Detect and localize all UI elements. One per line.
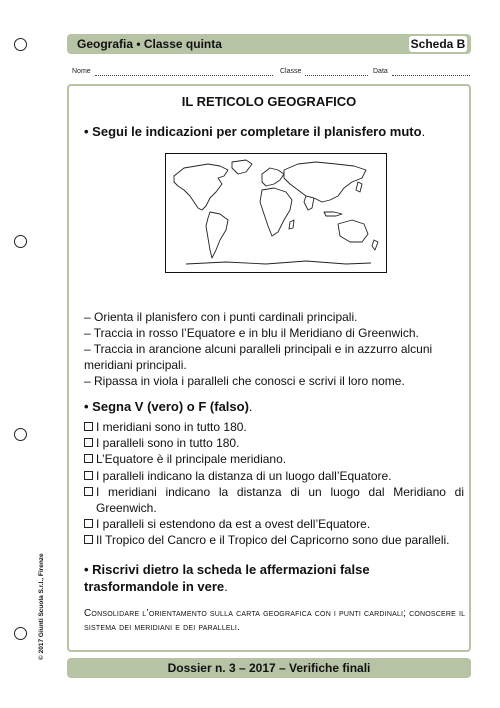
copyright-notice: © 2017 Giunti Scuola S.r.l., Firenze xyxy=(38,553,45,660)
section3-line1: • Riscrivi dietro la scheda le affermazioni false xyxy=(84,562,370,577)
section3-period: . xyxy=(224,579,228,594)
student-info-row xyxy=(67,68,471,80)
binder-hole xyxy=(14,428,27,441)
binder-hole xyxy=(14,627,27,640)
statement-text: I paralleli indicano la distanza di un luogo dall’Equatore. xyxy=(96,468,392,483)
section1-heading-text: • Segui le indicazioni per completare il planisfero muto xyxy=(84,124,422,139)
true-false-item xyxy=(84,532,464,548)
answer-checkbox[interactable] xyxy=(84,422,93,431)
statement-text: Il Tropico del Cancro e il Tropico del Capricorno sono due paralleli. xyxy=(96,533,450,548)
data-field[interactable] xyxy=(392,68,470,76)
section3-line2-wrap xyxy=(84,578,464,595)
instruction-item: – Orienta il planisfero con i punti cardinali principali. xyxy=(84,310,358,324)
data-label: Data xyxy=(373,68,388,75)
answer-checkbox[interactable] xyxy=(84,438,93,447)
true-false-item xyxy=(84,419,464,435)
section1-heading xyxy=(84,124,425,139)
statement-text: I meridiani indicano la distanza di un luogo dal Meridiano di Greenwich. xyxy=(96,484,464,516)
footer-bar: Dossier n. 3 – 2017 – Verifiche finali xyxy=(67,658,471,678)
answer-checkbox[interactable] xyxy=(84,535,93,544)
instruction-item: – Ripassa in viola i paralleli che conosci e scrivi il loro nome. xyxy=(84,374,405,388)
section2-heading-text: • Segna V (vero) o F (falso) xyxy=(84,399,249,414)
answer-checkbox[interactable] xyxy=(84,454,93,463)
true-false-item xyxy=(84,451,464,467)
true-false-item xyxy=(84,484,464,516)
statement-text: I paralleli sono in tutto 180. xyxy=(96,436,240,451)
section1-heading-period: . xyxy=(421,124,426,139)
section3-heading xyxy=(84,561,464,595)
section2-heading-period: . xyxy=(248,399,253,414)
world-map-outline-icon xyxy=(166,154,385,271)
subject-title: Geografia • Classe quinta xyxy=(77,37,222,51)
worksheet-title: IL RETICOLO GEOGRAFICO xyxy=(181,94,357,109)
answer-checkbox[interactable] xyxy=(84,487,93,496)
binder-hole xyxy=(14,235,27,248)
scheda-label: Scheda B xyxy=(410,37,466,51)
instruction-item: – Traccia in arancione alcuni paralleli principali e in azzurro alcuni xyxy=(84,342,433,356)
nome-label: Nome xyxy=(72,68,91,75)
section2-heading xyxy=(84,399,253,414)
instructions-list xyxy=(84,309,464,389)
true-false-item xyxy=(84,468,464,484)
nome-field[interactable] xyxy=(95,68,273,76)
world-map xyxy=(165,153,387,273)
true-false-item xyxy=(84,516,464,532)
instruction-item: – Traccia in rosso l’Equatore e in blu il Meridiano di Greenwich. xyxy=(84,326,419,340)
answer-checkbox[interactable] xyxy=(84,471,93,480)
true-false-item xyxy=(84,435,464,451)
instruction-item: meridiani principali. xyxy=(84,358,187,372)
learning-objective: Consolidare l’orientamento sulla carta geografica con i punti cardinali; conoscere il sistema dei meridiani e dei paralleli. xyxy=(84,608,466,633)
answer-checkbox[interactable] xyxy=(84,519,93,528)
classe-label: Classe xyxy=(280,68,302,75)
classe-field[interactable] xyxy=(305,68,368,76)
binder-hole xyxy=(14,38,27,51)
section3-line2: trasformandole in vere xyxy=(84,579,225,594)
header-bar xyxy=(67,34,471,54)
statement-text: I meridiani sono in tutto 180. xyxy=(96,420,247,434)
statement-text: L’Equatore è il principale meridiano. xyxy=(96,452,287,467)
statement-text: I paralleli si estendono da est a ovest dell’Equatore. xyxy=(96,517,371,532)
true-false-list xyxy=(84,419,464,549)
